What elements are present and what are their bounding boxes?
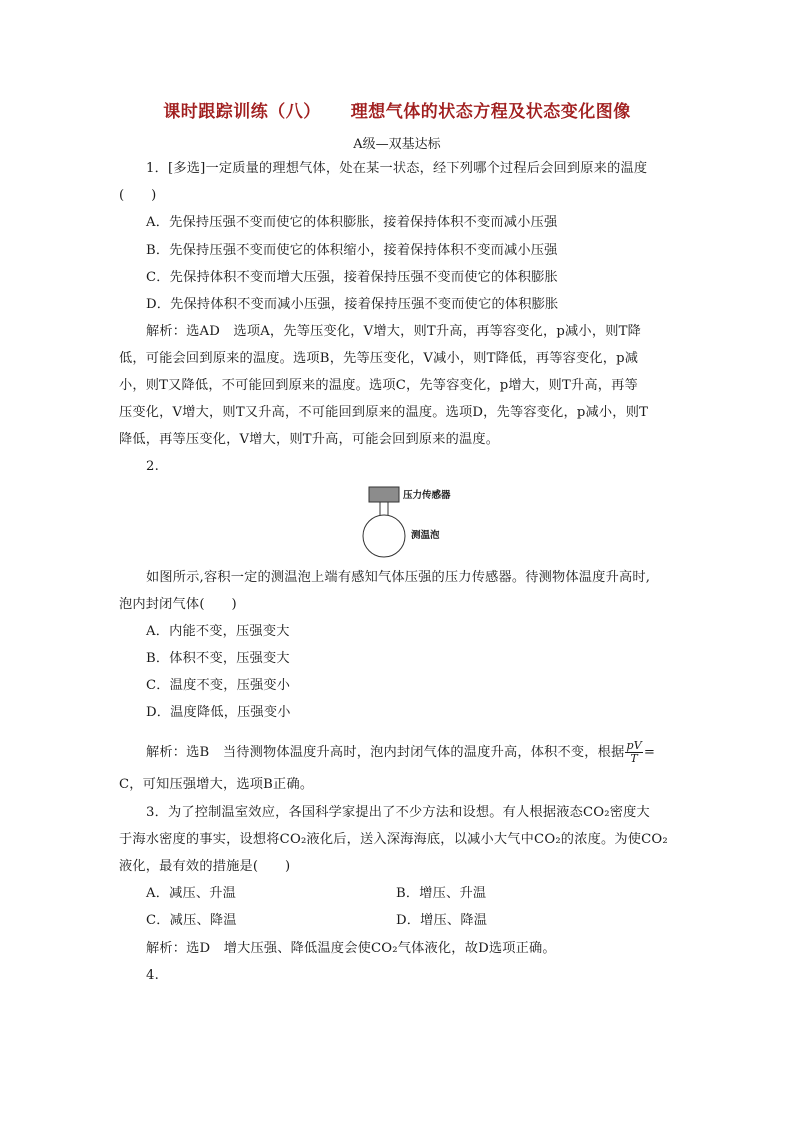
q3-stem: 液化，最有效的措施是( ) xyxy=(119,859,291,874)
q1-option-b: B．先保持压强不变而使它的体积缩小，接着保持体积不变而减小压强 xyxy=(146,243,558,258)
q2-option-d: D．温度降低，压强变小 xyxy=(146,705,291,720)
formula-numerator: pV xyxy=(626,739,642,752)
q1-analysis-line: 压变化，V增大，则T又升高，不可能回到原来的温度。选项D，先等容变化，p减小，则T xyxy=(119,405,649,420)
q4-number: 4. xyxy=(146,968,159,983)
page-title xyxy=(0,97,794,122)
bulb-label: 测温泡 xyxy=(411,530,440,541)
title-right: 理想气体的状态方程及状态变化图像 xyxy=(350,102,631,122)
q1-option-d: D．先保持体积不变而减小压强，接着保持压强不变而使它的体积膨胀 xyxy=(146,297,559,312)
q1-stem: 1．[多选]一定质量的理想气体，处在某一状态，经下列哪个过程后会回到原来的温度 xyxy=(146,161,648,176)
sensor-label: 压力传感器 xyxy=(403,490,451,501)
q3-stem: 于海水密度的事实，设想将CO₂液化后，送入深海海底，以减小大气中CO₂的浓度。为使CO₂ xyxy=(119,832,668,847)
pressure-sensor-diagram xyxy=(355,484,475,564)
q3-option-a: A．减压、升温 xyxy=(146,886,237,901)
q2-option-b: B．体积不变，压强变大 xyxy=(146,651,290,666)
section-heading: A级—双基达标 xyxy=(353,137,441,152)
q1-option-c: C．先保持体积不变而增大压强，接着保持压强不变而使它的体积膨胀 xyxy=(146,270,558,285)
q2-number: 2. xyxy=(146,459,159,474)
q1-analysis-line: 小，则T又降低，不可能回到原来的温度。选项C，先等容变化，p增大，则T升高，再等 xyxy=(119,378,638,393)
q1-analysis-line: 低，可能会回到原来的温度。选项B，先等压变化，V减小，则T降低，再等容变化，p减 xyxy=(119,351,639,366)
bulb-circle xyxy=(363,515,405,557)
q3-analysis: 解析：选D 增大压强、降低温度会使CO₂气体液化，故D选项正确。 xyxy=(146,941,556,956)
formula-fraction xyxy=(625,740,642,765)
q2-stem-bracket: 泡内封闭气体( ) xyxy=(119,597,237,612)
q2-analysis-line: C，可知压强增大，选项B正确。 xyxy=(119,777,314,792)
q1-option-a: A．先保持压强不变而使它的体积膨胀，接着保持体积不变而减小压强 xyxy=(146,215,558,230)
q3-option-c: C．减压、降温 xyxy=(146,913,237,928)
q1-analysis-line: 解析：选AD 选项A，先等压变化，V增大，则T升高，再等容变化，p减小，则T降 xyxy=(146,324,641,339)
q1-stem-bracket: ( ) xyxy=(119,188,157,203)
q2-analysis-line xyxy=(146,740,655,765)
formula-equals: = xyxy=(643,745,656,760)
q3-option-d: D．增压、降温 xyxy=(396,913,488,928)
formula-denominator: T xyxy=(630,752,638,765)
q1-analysis-line: 降低，再等压变化，V增大，则T升高，可能会回到原来的温度。 xyxy=(119,432,500,447)
q2-option-a: A．内能不变，压强变大 xyxy=(146,624,290,639)
title-left: 课时跟踪训练（八） xyxy=(163,102,321,122)
q2-stem: 如图所示,容积一定的测温泡上端有感知气体压强的压力传感器。待测物体温度升高时, xyxy=(146,570,651,585)
q3-stem: 3．为了控制温室效应，各国科学家提出了不少方法和设想。有人根据液态CO₂密度大 xyxy=(146,805,650,820)
pressure-sensor-block xyxy=(369,487,399,502)
q3-option-b: B．增压、升温 xyxy=(396,886,487,901)
q2-option-c: C．温度不变，压强变小 xyxy=(146,678,291,693)
q2-analysis-text: 解析：选B 当待测物体温度升高时，泡内封闭气体的温度升高，体积不变，根据 xyxy=(146,745,625,760)
